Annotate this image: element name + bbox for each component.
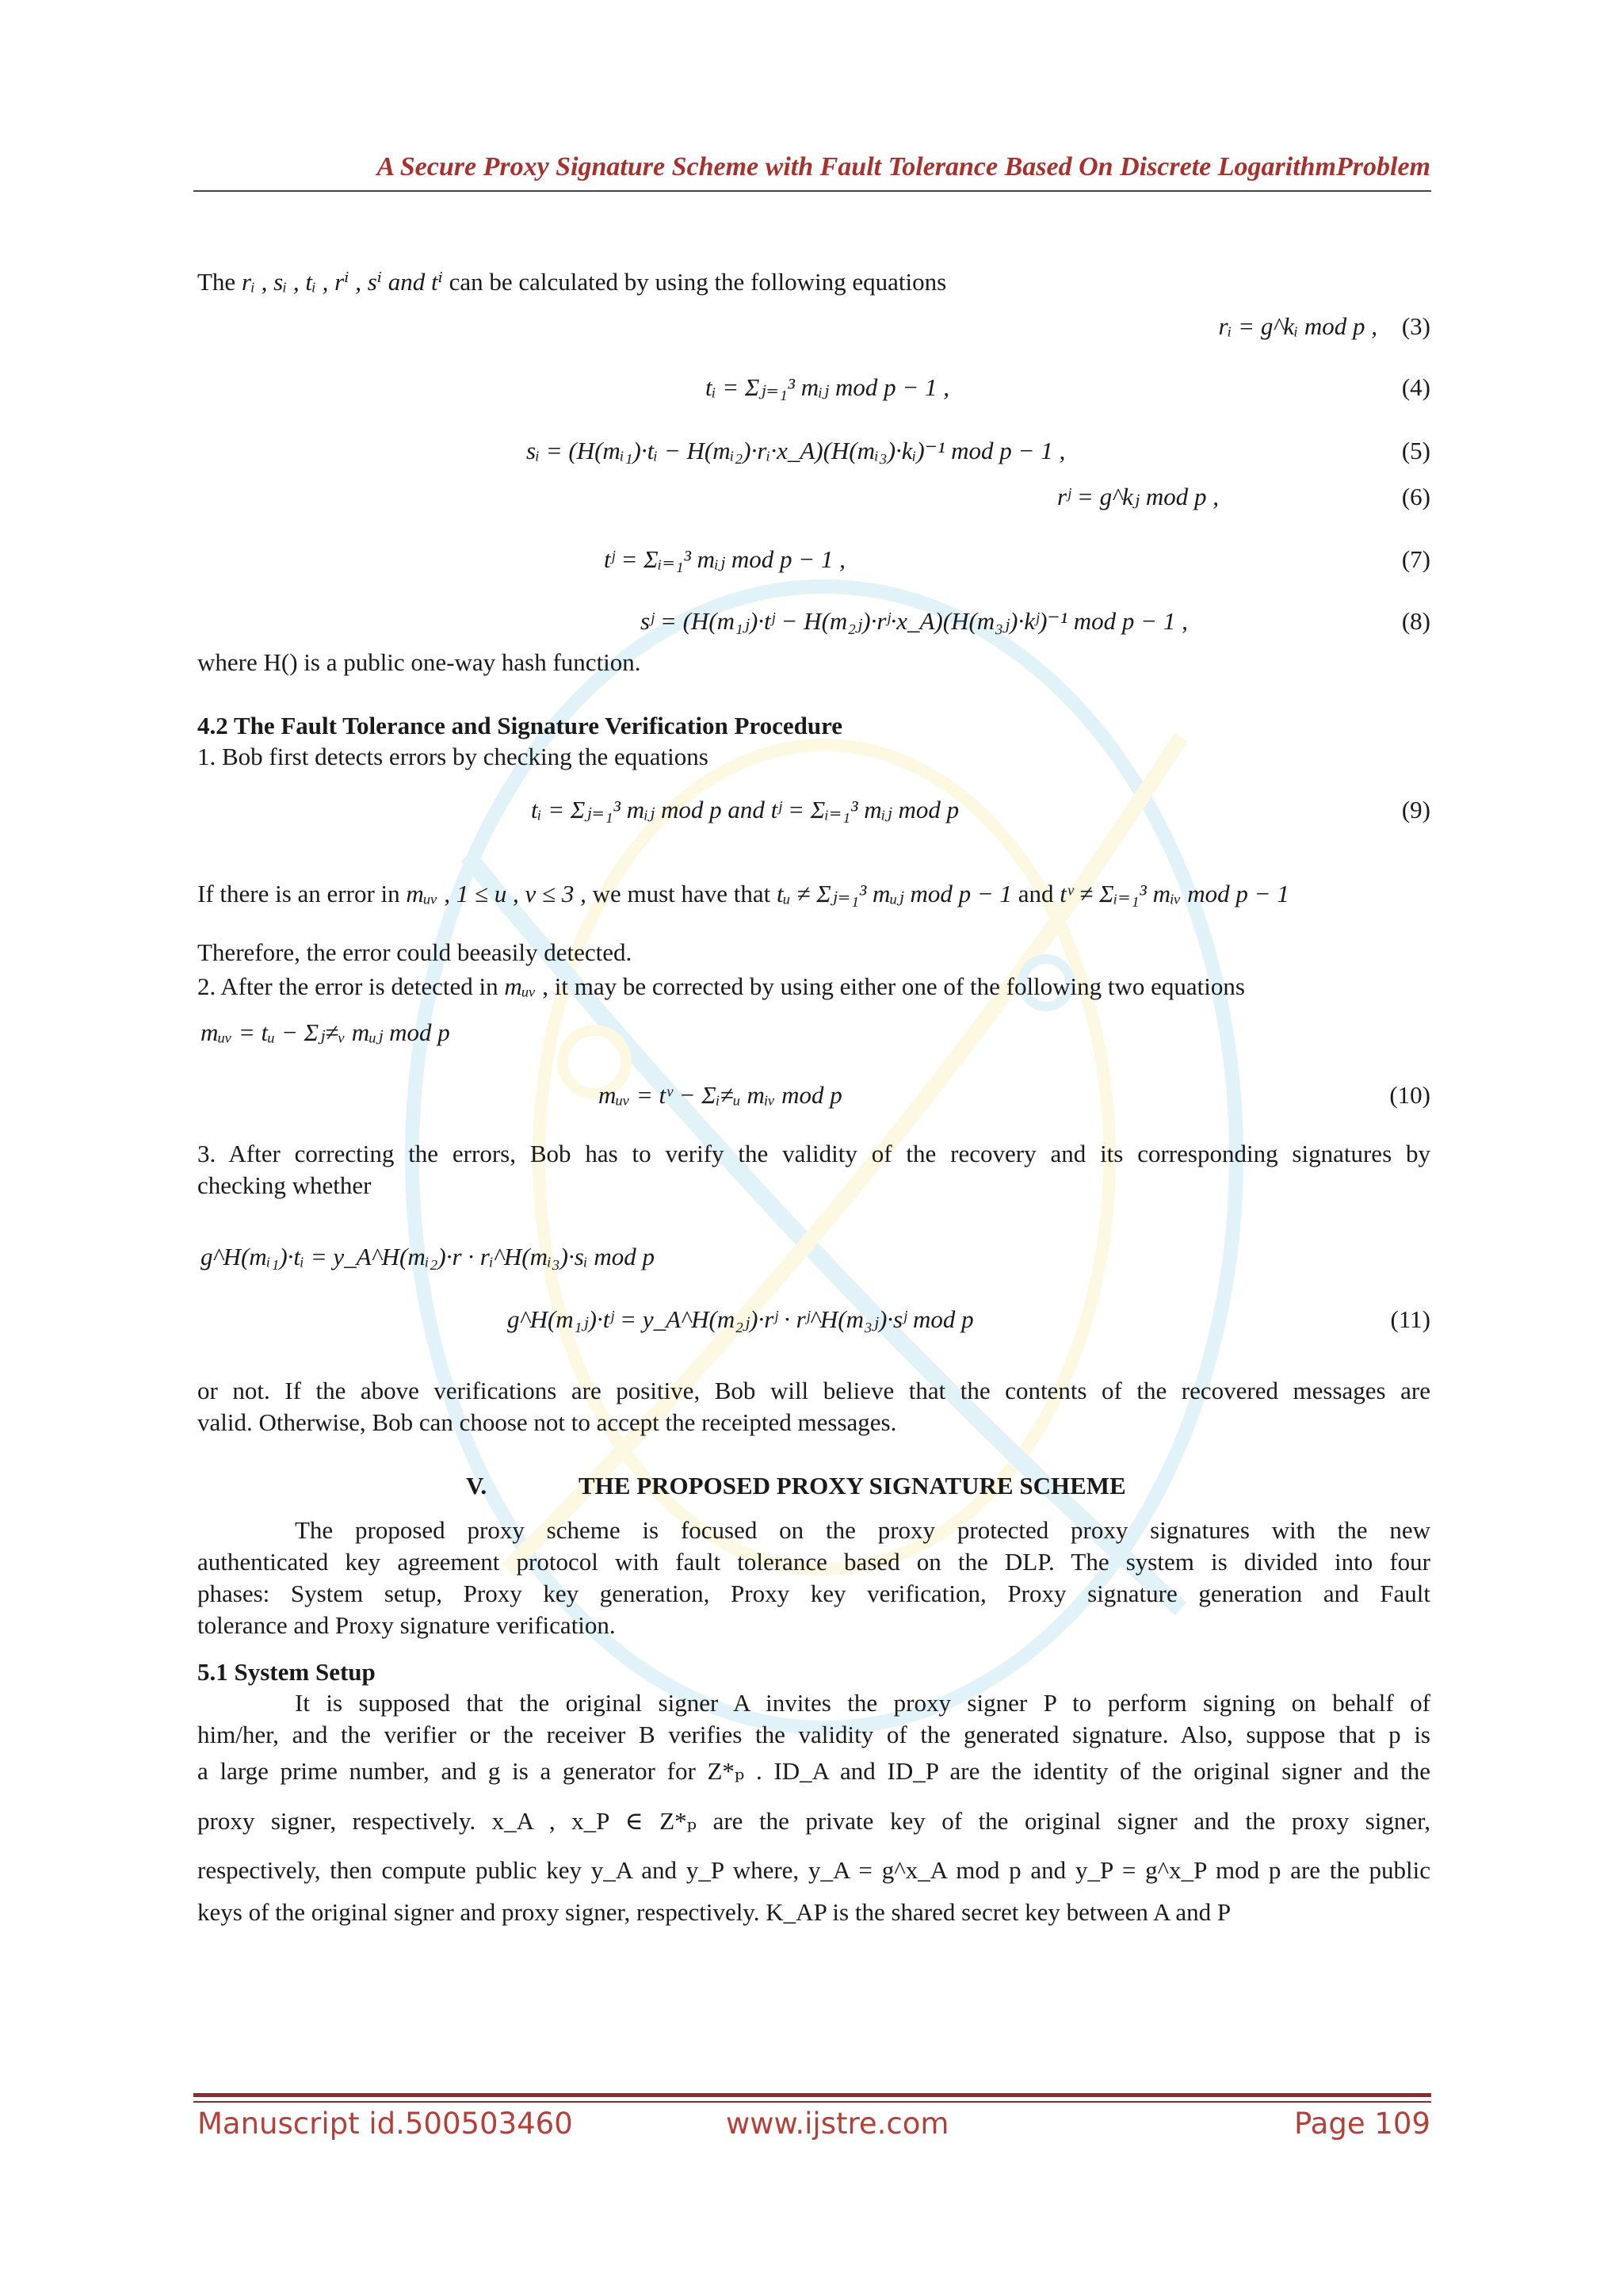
equation-8: sʲ = (H(m₁ⱼ)·tʲ − H(m₂ⱼ)·rʲ·x_A)(H(m₃ⱼ)·kʲ)⁻¹ mod p − 1 , [640,607,1188,635]
equation-number-9: (9) [1401,796,1430,823]
section-5-1-line-6: keys of the original signer and proxy signer, respectively. K_AP is the shared secret key between A and P [197,1898,1232,1926]
equation-11a: g^H(mᵢ₁)·tᵢ = y_A^H(mᵢ₂)·r · rᵢ^H(mᵢ₃)·sᵢ mod p [200,1243,655,1270]
section-5-title: THE PROPOSED PROXY SIGNATURE SCHEME [579,1472,1126,1499]
section-5-p1-line-3: phases: System setup, Proxy key generation, Proxy key verification, Proxy signature generation and Fault [197,1580,1430,1607]
journal-link[interactable]: www.ijstre.com [726,2107,949,2141]
equation-number-11: (11) [1390,1305,1430,1333]
equation-3: rᵢ = g^kᵢ mod p , [1218,312,1377,340]
or-not-line-1: or not. If the above verifications are positive, Bob will believe that the contents of the recovered messages are [197,1377,1430,1404]
step-3-line-2: checking whether [197,1171,372,1199]
intro-math: rᵢ , sᵢ , tᵢ , rⁱ , sⁱ and tⁱ [241,268,443,296]
section-5-number: V. [466,1472,487,1499]
intro-line [197,266,1430,298]
footer-rule-thin [193,2101,1431,2103]
section-5-p1-line-1: The proposed proxy scheme is focused on the proxy protected proxy signatures with the new [295,1516,1430,1544]
equation-number-8: (8) [1401,607,1430,635]
manuscript-id: Manuscript id.500503460 [197,2107,573,2141]
error-lead: If there is an error in [197,880,400,907]
footer-rule-thick [193,2093,1431,2097]
equation-11: g^H(m₁ⱼ)·tʲ = y_A^H(m₂ⱼ)·rʲ · rʲ^H(m₃ⱼ)·sʲ mod p [507,1305,974,1333]
running-header: A Secure Proxy Signature Scheme with Fault Tolerance Based On Discrete LogarithmProblem [376,152,1430,181]
section-5-1-line-2: him/her, and the verifier or the receiver B verifies the validity of the generated signature. Also, suppose that p is [197,1721,1430,1748]
equation-number-10: (10) [1389,1081,1430,1109]
equation-number-7: (7) [1401,545,1430,573]
equation-6: rʲ = g^kⱼ mod p , [1057,483,1219,510]
inequality-1: tᵤ ≠ Σⱼ₌₁³ mᵤⱼ mod p − 1 [777,880,1012,907]
section-5-1-line-5: respectively, then compute public key y_A and y_P where, y_A = g^x_A mod p and y_P = g^x_P mod p are the public [197,1856,1430,1884]
hash-function-note: where H() is a public one-way hash function. [197,648,641,676]
step-2-var: mᵤᵥ [504,972,537,1000]
equation-9: tᵢ = Σⱼ₌₁³ mᵢⱼ mod p and tʲ = Σᵢ₌₁³ mᵢⱼ mod p [531,796,960,823]
error-and: and [1018,880,1054,907]
equation-7: tʲ = Σᵢ₌₁³ mᵢⱼ mod p − 1 , [604,545,846,573]
step-3-line-1: 3. After correcting the errors, Bob has to verify the validity of the recovery and its corresponding signatures by [197,1140,1430,1167]
step-2-tail: , it may be corrected by using either one of the following two equations [542,972,1245,1000]
equation-number-4: (4) [1401,373,1430,401]
equation-10: mᵤᵥ = tᵛ − Σᵢ≠ᵤ mᵢᵥ mod p [598,1081,842,1109]
equation-number-6: (6) [1401,483,1430,510]
section-5-1-heading: 5.1 System Setup [197,1658,376,1686]
therefore-line: Therefore, the error could beeasily detected. [197,938,632,966]
section-4-2-heading: 4.2 The Fault Tolerance and Signature Verification Procedure [197,712,843,739]
inequality-2: tᵛ ≠ Σᵢ₌₁³ mᵢᵥ mod p − 1 [1060,880,1289,907]
error-condition-line [197,878,1430,910]
section-5-p1-line-4: tolerance and Proxy signature verification. [197,1611,616,1639]
error-cond: mᵤᵥ , 1 ≤ u , v ≤ 3 , [406,880,586,907]
step-1-text: 1. Bob first detects errors by checking the equations [197,743,708,770]
step-2-lead: 2. After the error is detected in [197,972,498,1000]
equation-number-5: (5) [1401,437,1430,464]
equation-5: sᵢ = (H(mᵢ₁)·tᵢ − H(mᵢ₂)·rᵢ·x_A)(H(mᵢ₃)·kᵢ)⁻¹ mod p − 1 , [526,437,1066,464]
or-not-line-2: valid. Otherwise, Bob can choose not to accept the receipted messages. [197,1408,897,1436]
page-number: Page 109 [1294,2107,1430,2141]
step-2-text [197,971,1430,1003]
equation-number-3: (3) [1401,312,1430,340]
section-5-1-line-4: proxy signer, respectively. x_A , x_P ∈ Z*ₚ are the private key of the original signer and the proxy signer, [197,1807,1430,1835]
equation-4: tᵢ = Σⱼ₌₁³ mᵢⱼ mod p − 1 , [705,373,950,401]
intro-lead: The [197,268,236,296]
section-5-1-line-3: a large prime number, and g is a generator for Z*ₚ . ID_A and ID_P are the identity of the original signer and the [197,1757,1430,1785]
header-rule [193,190,1431,192]
section-5-p1-line-2: authenticated key agreement protocol with fault tolerance based on the DLP. The system is divided into four [197,1548,1430,1576]
error-mid: we must have that [592,880,771,907]
section-5-1-line-1: It is supposed that the original signer A invites the proxy signer P to perform signing on behalf of [295,1689,1430,1717]
equation-10a: mᵤᵥ = tᵤ − Σⱼ≠ᵥ mᵤⱼ mod p [200,1018,450,1046]
intro-tail: can be calculated by using the following equations [449,268,947,296]
